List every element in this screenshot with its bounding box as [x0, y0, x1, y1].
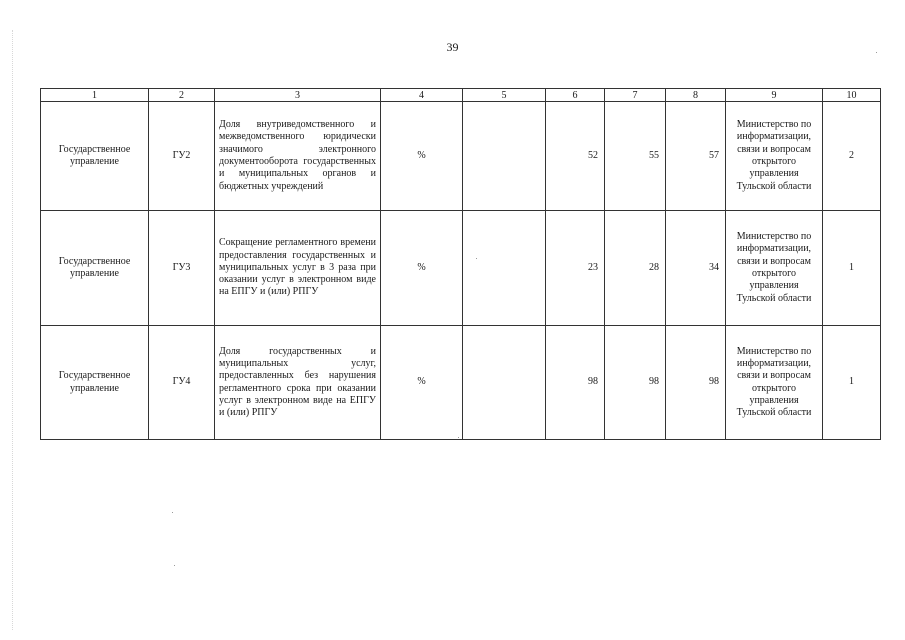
responsible-cell: Министерство по информатизации, связи и вопросам открытого управления Тульской области	[726, 102, 823, 211]
responsible-cell: Министерство по информатизации, связи и вопросам открытого управления Тульской области	[726, 211, 823, 326]
header-col-6: 6	[546, 89, 605, 102]
area-cell: Государственное управление	[41, 211, 149, 326]
code-cell: ГУ2	[149, 102, 215, 211]
header-col-9: 9	[726, 89, 823, 102]
value-col8-cell: 98	[666, 326, 726, 440]
header-row	[41, 89, 881, 102]
area-cell: Государственное управление	[41, 102, 149, 211]
indicator-cell: Сокращение регламентного времени предоставления государственных и муниципальных услуг в 3 раза при оказании услуг в электронном виде на ЕПГУ и (или) РПГУ	[215, 211, 381, 326]
unit-cell: %	[381, 326, 463, 440]
col5-cell	[463, 211, 546, 326]
code-cell: ГУ4	[149, 326, 215, 440]
header-col-3: 3	[215, 89, 381, 102]
header-col-1: 1	[41, 89, 149, 102]
value-col7-cell: 55	[605, 102, 666, 211]
indicator-cell: Доля внутриведомственного и межведомственного юридически значимого электронного документооборота государственных и муниципальных органов и бюджетных учреждений	[215, 102, 381, 211]
table-row	[41, 102, 881, 211]
col10-cell: 2	[823, 102, 881, 211]
header-col-8: 8	[666, 89, 726, 102]
indicator-cell: Доля государственных и муниципальных услуг, предоставленных без нарушения регламентного срока при оказании услуг в электронном виде на ЕПГУ и (или) РПГУ	[215, 326, 381, 440]
table-row	[41, 326, 881, 440]
unit-cell: %	[381, 211, 463, 326]
col10-cell: 1	[823, 326, 881, 440]
value-col7-cell: 28	[605, 211, 666, 326]
unit-cell: %	[381, 102, 463, 211]
value-col6-cell: 98	[546, 326, 605, 440]
header-col-4: 4	[381, 89, 463, 102]
page-number: 39	[446, 40, 459, 54]
scan-speck	[174, 565, 175, 566]
value-col6-cell: 23	[546, 211, 605, 326]
scan-edge-artifact	[12, 30, 14, 630]
col5-cell	[463, 102, 546, 211]
header-col-2: 2	[149, 89, 215, 102]
value-col8-cell: 34	[666, 211, 726, 326]
value-col8-cell: 57	[666, 102, 726, 211]
value-col7-cell: 98	[605, 326, 666, 440]
header-col-5: 5	[463, 89, 546, 102]
col5-cell	[463, 326, 546, 440]
code-cell: ГУ3	[149, 211, 215, 326]
area-cell: Государственное управление	[41, 326, 149, 440]
scan-speck	[172, 512, 173, 513]
header-col-7: 7	[605, 89, 666, 102]
indicators-table	[40, 88, 881, 440]
header-col-10: 10	[823, 89, 881, 102]
value-col6-cell: 52	[546, 102, 605, 211]
responsible-cell: Министерство по информатизации, связи и вопросам открытого управления Тульской области	[726, 326, 823, 440]
table-row	[41, 211, 881, 326]
col10-cell: 1	[823, 211, 881, 326]
